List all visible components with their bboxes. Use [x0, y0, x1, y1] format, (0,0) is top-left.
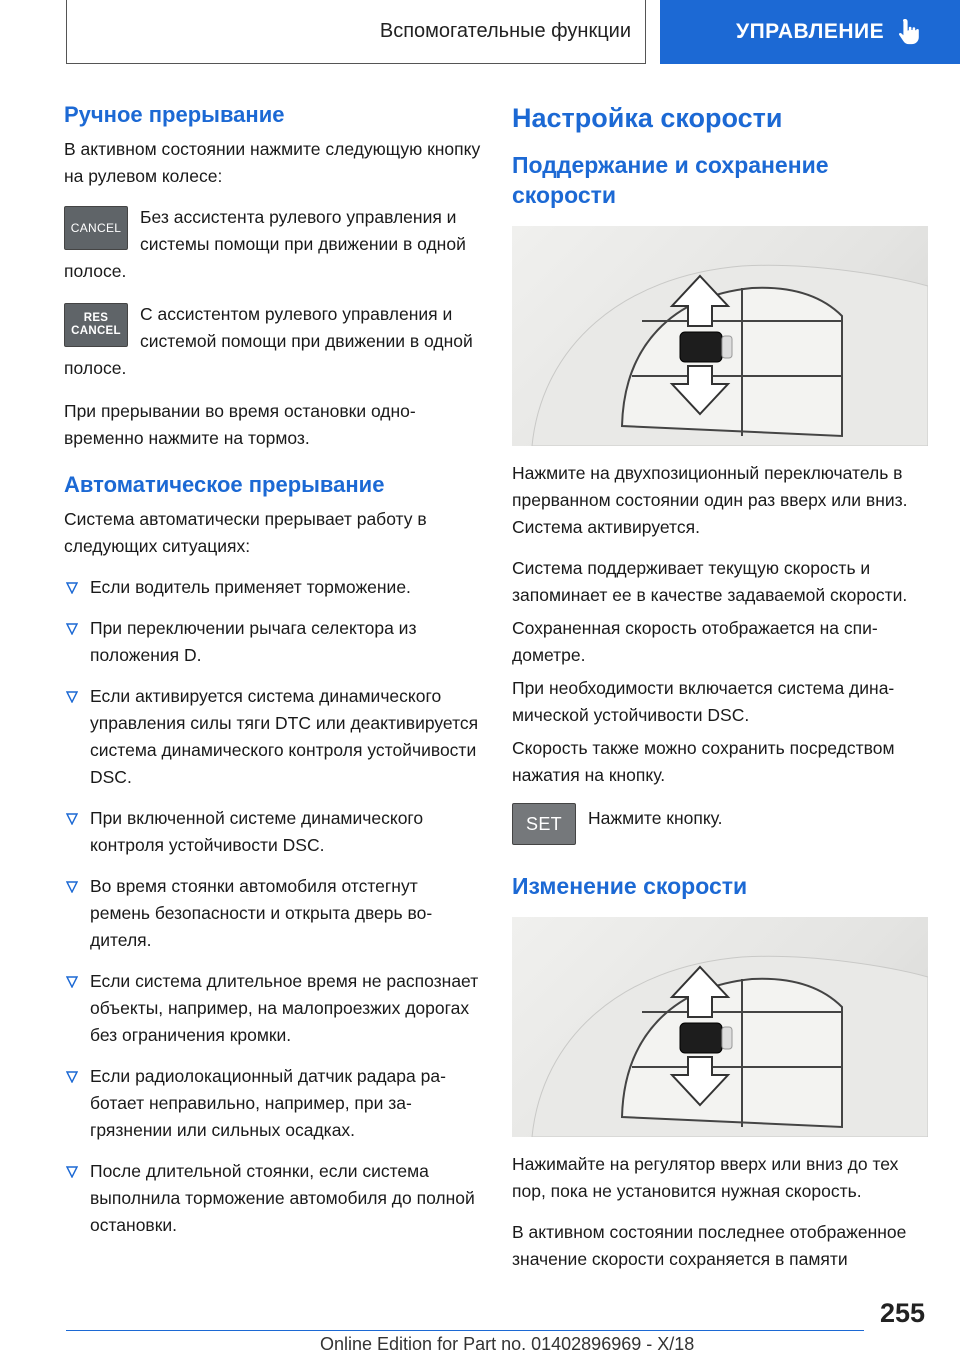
left-column	[64, 100, 482, 1253]
list-item: Если система длительное время не распознает объекты, например, на малопроезжих дорогах без ограничения кромки.	[64, 968, 482, 1049]
list-item: Если радиолокационный датчик радара работает неправильно, например, при загрязнении или сильных осадках.	[64, 1063, 482, 1144]
triangle-bullet-icon	[66, 813, 78, 825]
keep-p1: Нажмите на двухпозиционный переключатель в прерванном состоянии один раз вверх или вниз. Система активируется.	[512, 463, 908, 537]
hand-pointer-icon	[896, 17, 924, 47]
manual-interrupt-heading: Ручное прерывание	[64, 102, 285, 127]
cancel-row	[64, 204, 482, 285]
list-item: При включенной системе динамического контроля устойчивости DSC.	[64, 805, 482, 859]
triangle-bullet-icon	[66, 976, 78, 988]
keep-p2: Система поддерживает текущую скорость и запоминает ее в качестве задаваемой скорости.	[512, 558, 908, 605]
triangle-bullet-icon	[66, 1071, 78, 1083]
header-chapter	[660, 0, 960, 64]
auto-intro: Система автоматически прерывает работу в следующих ситуациях:	[64, 509, 427, 556]
keep-p5: Скорость также можно сохранить посредством нажатия на кнопку.	[512, 738, 895, 785]
footer-divider	[66, 1330, 864, 1331]
chapter-title: УПРАВЛЕНИЕ	[736, 20, 885, 43]
edition-footer: Online Edition for Part no. 01402896969 - X/18	[320, 1334, 695, 1354]
res-cancel-button-icon: RES CANCEL	[64, 303, 128, 347]
keep-p3: Сохраненная скорость отображается на спидометре.	[512, 618, 878, 665]
triangle-bullet-icon	[66, 691, 78, 703]
right-column	[512, 100, 932, 1287]
keep-speed-heading: Поддержание и сохранение скорости	[512, 152, 829, 208]
triangle-bullet-icon	[66, 582, 78, 594]
triangle-bullet-icon	[66, 623, 78, 635]
res-cancel-description: С ассистентом рулевого управления и системой помощи при движении в одной полосе.	[64, 304, 473, 378]
change-speed-heading: Изменение скорости	[512, 873, 748, 899]
cancel-button-icon: CANCEL	[64, 206, 128, 250]
auto-interrupt-list	[64, 574, 482, 1239]
speed-setting-heading: Настройка скорости	[512, 103, 783, 133]
rocker-switch-illustration-2	[512, 917, 928, 1137]
list-item: При переключении рычага селектора из положения D.	[64, 615, 482, 669]
stop-brake-text: При прерывании во время остановки одновременно нажмите на тормоз.	[64, 401, 416, 448]
change-p1: Нажимайте на регулятор вверх или вниз до тех пор, пока не установится нужная скорость.	[512, 1154, 899, 1201]
set-button-icon: SET	[512, 803, 576, 845]
change-p2: В активном состоянии последнее отображенное значение скорости сохраняется в памяти	[512, 1222, 907, 1269]
auto-interrupt-heading: Автоматическое прерывание	[64, 472, 385, 497]
header-section	[66, 0, 646, 64]
steering-wheel-photo-2	[512, 917, 928, 1137]
rocker-switch-illustration	[512, 226, 928, 446]
res-cancel-row	[64, 301, 482, 382]
list-item: Во время стоянки автомобиля отстегнут ремень безопасности и открыта дверь водителя.	[64, 873, 482, 954]
triangle-bullet-icon	[66, 1166, 78, 1178]
triangle-bullet-icon	[66, 881, 78, 893]
cancel-description: Без ассистента рулевого управления и системы помощи при движении в одной полосе.	[64, 207, 466, 281]
keep-p4: При необходимости включается система динамической устойчивости DSC.	[512, 678, 895, 725]
manual-intro: В активном состоянии нажмите следующую кнопку на рулевом колесе:	[64, 139, 481, 186]
page-number: 255	[880, 1298, 926, 1328]
list-item: Если водитель применяет торможение.	[64, 574, 482, 601]
list-item: Если активируется система динамического управления силы тяги DTC или деактивируется система динамического контроля устойчивости DSC.	[64, 683, 482, 791]
set-description: Нажмите кнопку.	[588, 808, 723, 828]
steering-wheel-photo-1	[512, 226, 928, 446]
section-title: Вспомогательные функции	[379, 20, 631, 42]
set-row	[512, 803, 932, 845]
list-item: После длительной стоянки, если система выполнила торможение автомобиля до полной остановки.	[64, 1158, 482, 1239]
